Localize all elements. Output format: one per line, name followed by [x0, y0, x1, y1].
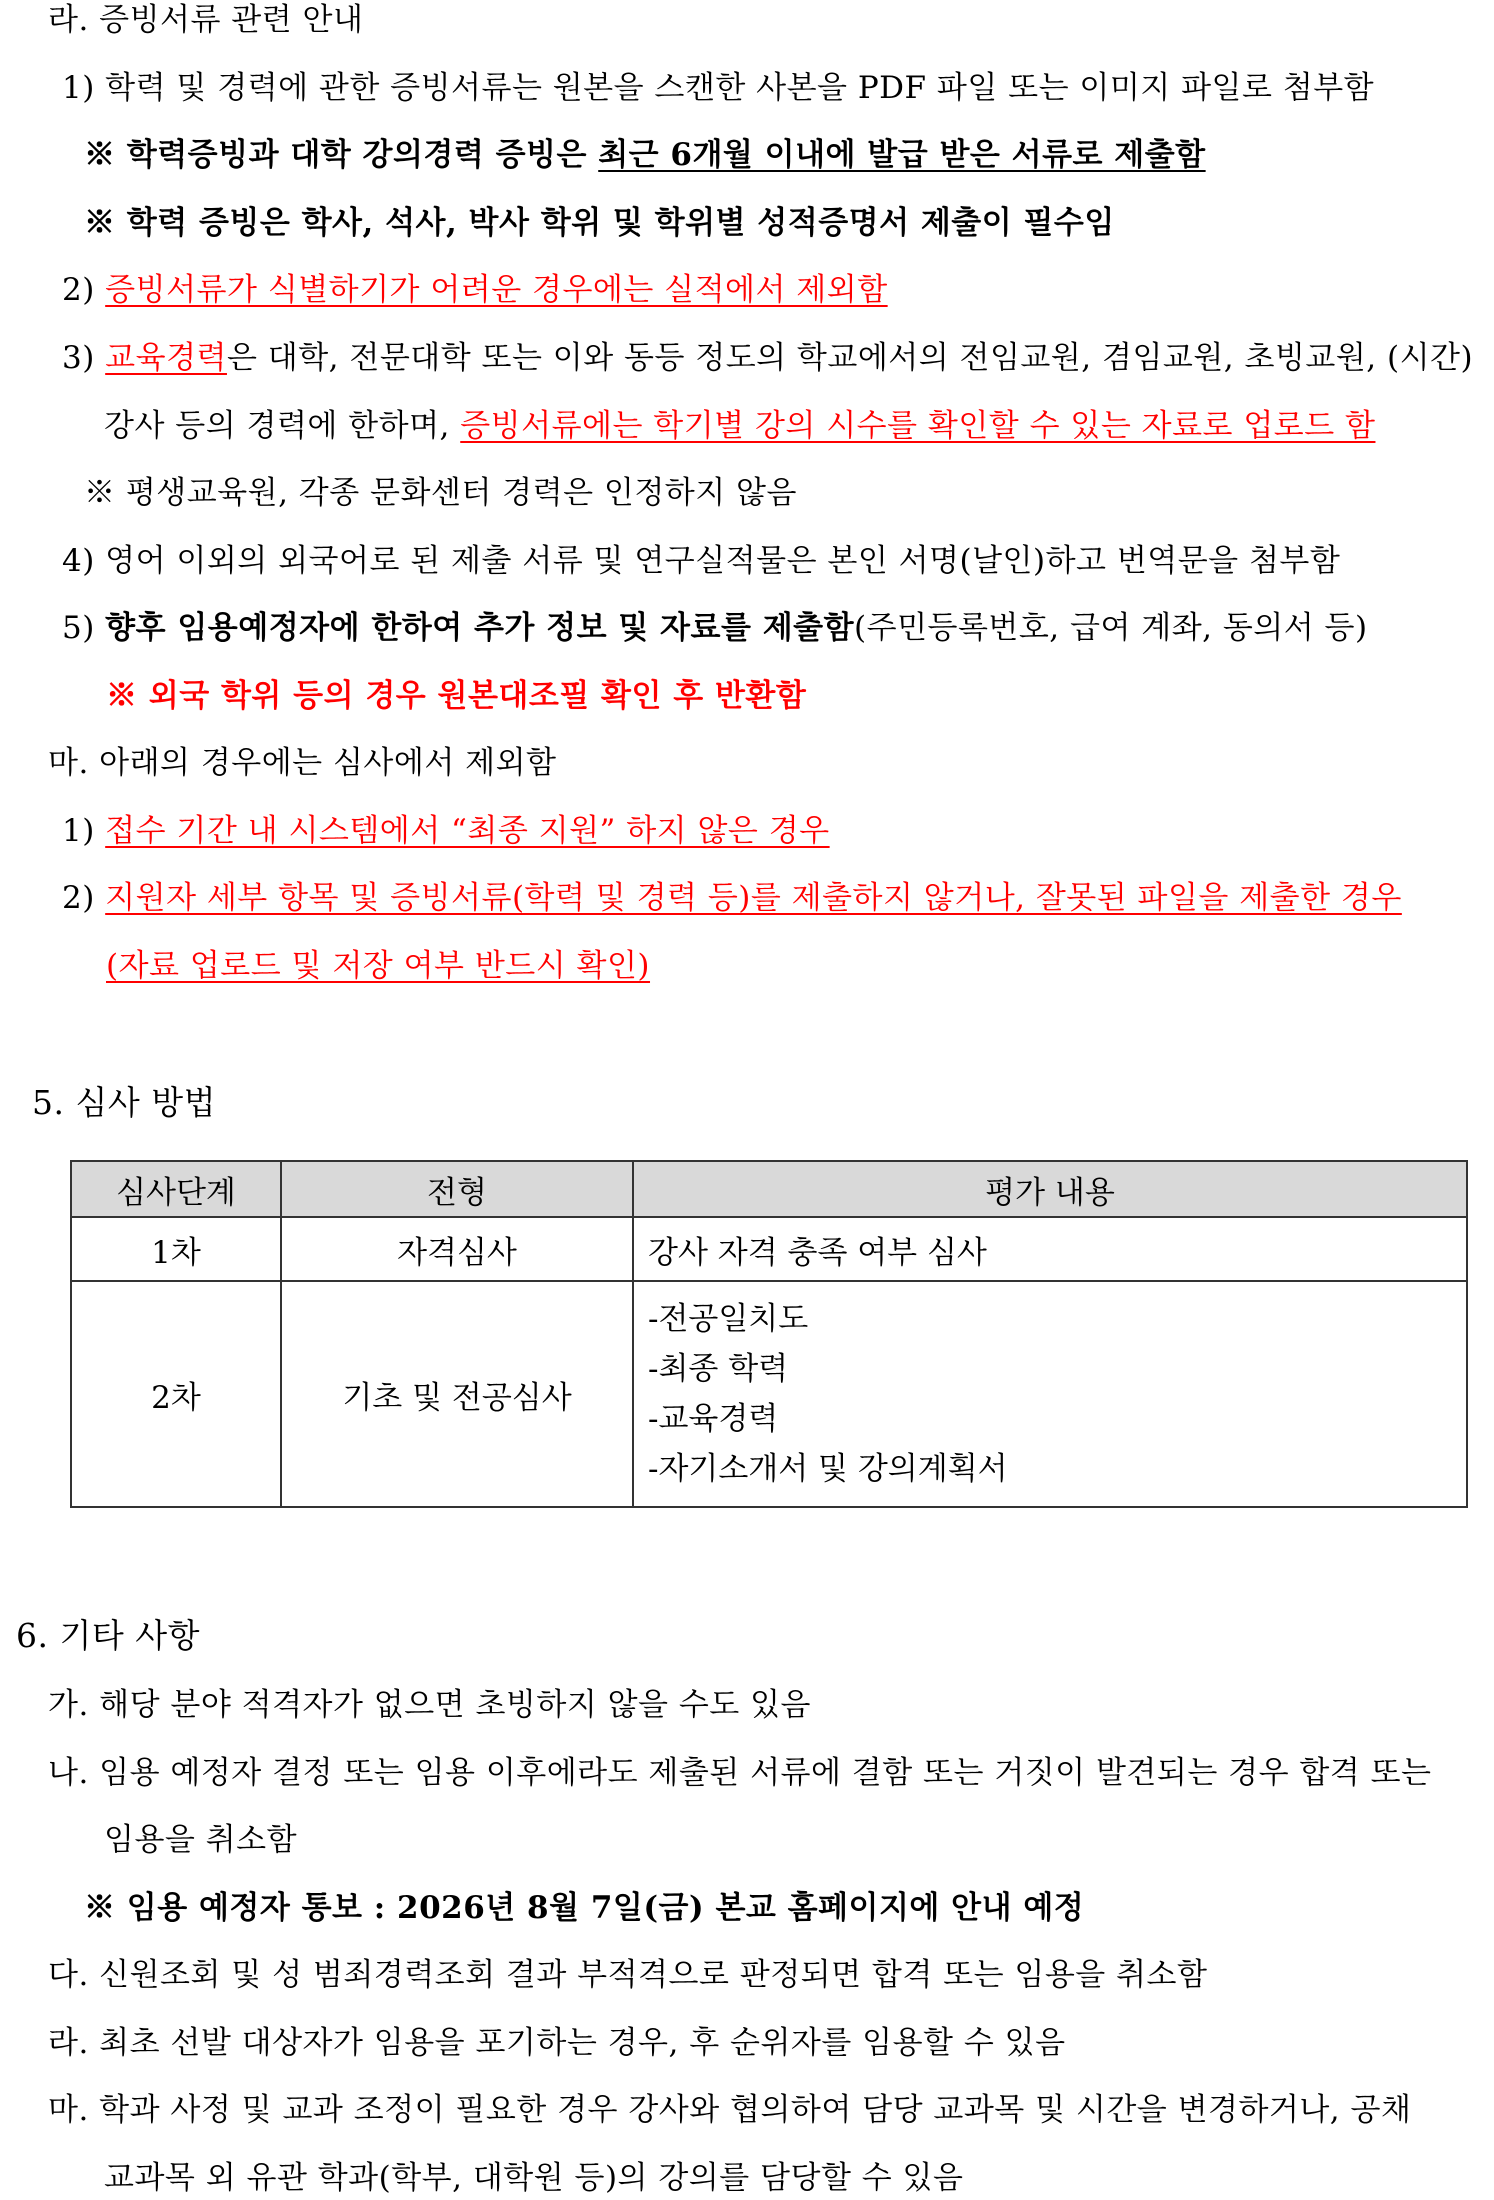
header-type: 전형 [281, 1161, 633, 1217]
sec6-item-ra: 라. 최초 선발 대상자가 임용을 포기하는 경우, 후 순위자를 임용할 수 있음 [48, 2025, 1066, 2061]
section-ma-title: 마. 아래의 경우에는 심사에서 제외함 [48, 745, 557, 781]
section-ra-title: 라. 증빙서류 관련 안내 [48, 2, 364, 38]
sec6-item-da: 다. 신원조회 및 성 범죄경력조회 결과 부적격으로 판정되면 합격 또는 임용을 취소함 [48, 1957, 1208, 1993]
ra-item-5-number: 5) [62, 610, 106, 646]
ra-item-3 [62, 336, 1473, 380]
section-5-title: 5. 심사 방법 [32, 1083, 216, 1122]
header-content: 평가 내용 [633, 1161, 1467, 1217]
ra-item-3-cont-prefix: 강사 등의 경력에 한하며, [104, 408, 461, 444]
ra-note-5: ※ 외국 학위 등의 경우 원본대조필 확인 후 반환함 [106, 678, 807, 714]
row2-item: -자기소개서 및 강의계획서 [648, 1451, 1008, 1487]
ra-item-5-rest: (주민등록번호, 급여 계좌, 동의서 등) [854, 610, 1368, 646]
ra-item-2-text: 증빙서류가 식별하기가 어려운 경우에는 실적에서 제외함 [105, 272, 888, 308]
section-6-title: 6. 기타 사항 [16, 1616, 200, 1655]
sec6-note: ※ 임용 예정자 통보 : 2026년 8월 7일(금) 본교 홈페이지에 안내 예정 [84, 1890, 1085, 1926]
table-header-row [71, 1161, 1467, 1217]
ma-item-1-number: 1) [62, 813, 106, 849]
sec6-item-ma: 마. 학과 사정 및 교과 조정이 필요한 경우 강사와 협의하여 담당 교과목 및 시간을 변경하거나, 공채 [48, 2092, 1412, 2128]
ma-item-1 [62, 809, 830, 853]
row2-item: -교육경력 [648, 1401, 779, 1437]
row2-item: -최종 학력 [648, 1351, 789, 1387]
ra-item-3-number: 3) [62, 340, 106, 376]
ra-item-5 [62, 606, 1368, 650]
sec6-item-na-continued: 임용을 취소함 [104, 1822, 298, 1858]
row2-item: -전공일치도 [648, 1301, 809, 1337]
ra-note-1-prefix: ※ 학력증빙과 대학 강의경력 증빙은 [84, 137, 599, 173]
ma-item-1-text: 접수 기간 내 시스템에서 “최종 지원” 하지 않은 경우 [105, 813, 830, 849]
sec6-item-ma-continued: 교과목 외 유관 학과(학부, 대학원 등)의 강의를 담당할 수 있음 [104, 2160, 964, 2196]
row2-type: 기초 및 전공심사 [281, 1281, 633, 1507]
ma-item-2-continued: (자료 업로드 및 저장 여부 반드시 확인) [106, 948, 651, 984]
ra-item-4: 4) 영어 이외의 외국어로 된 제출 서류 및 연구실적물은 본인 서명(날인)하고 번역문을 첨부함 [62, 543, 1341, 579]
ra-note-3: ※ 평생교육원, 각종 문화센터 경력은 인정하지 않음 [84, 475, 797, 511]
ra-note-2: ※ 학력 증빙은 학사, 석사, 박사 학위 및 학위별 성적증명서 제출이 필수임 [84, 205, 1115, 241]
ra-item-3-rest: 은 대학, 전문대학 또는 이와 동등 정도의 학교에서의 전임교원, 겸임교원, 초빙교원, (시간) [226, 340, 1474, 376]
ma-item-2-text: 지원자 세부 항목 및 증빙서류(학력 및 경력 등)를 제출하지 않거나, 잘못된 파일을 제출한 경우 [105, 880, 1402, 916]
ra-item-2 [62, 268, 888, 312]
ma-item-2-number: 2) [62, 880, 106, 916]
header-stage: 심사단계 [71, 1161, 281, 1217]
ra-item-5-bold: 향후 임용예정자에 한하여 추가 정보 및 자료를 제출함 [105, 610, 855, 646]
table-row [71, 1281, 1467, 1507]
review-method-table [70, 1160, 1468, 1508]
row2-content [633, 1281, 1467, 1507]
ma-item-2 [62, 876, 1402, 920]
ra-item-3-keyword: 교육경력 [105, 340, 227, 376]
ra-note-1-underlined: 최근 6개월 이내에 발급 받은 서류로 제출함 [598, 137, 1206, 173]
ra-item-3-continued [104, 404, 1375, 448]
row1-stage: 1차 [71, 1217, 281, 1281]
ra-item-1: 1) 학력 및 경력에 관한 증빙서류는 원본을 스캔한 사본을 PDF 파일 또는 이미지 파일로 첨부함 [62, 70, 1375, 106]
row2-stage: 2차 [71, 1281, 281, 1507]
sec6-item-ga: 가. 해당 분야 적격자가 없으면 초빙하지 않을 수도 있음 [48, 1687, 811, 1723]
sec6-item-na: 나. 임용 예정자 결정 또는 임용 이후에라도 제출된 서류에 결함 또는 거짓이 발견되는 경우 합격 또는 [48, 1755, 1432, 1791]
row1-type: 자격심사 [281, 1217, 633, 1281]
ra-note-1 [84, 133, 1206, 177]
table-row [71, 1217, 1467, 1281]
ra-item-3-cont-red: 증빙서류에는 학기별 강의 시수를 확인할 수 있는 자료로 업로드 함 [460, 408, 1376, 444]
row1-content: 강사 자격 충족 여부 심사 [633, 1217, 1467, 1281]
ra-item-2-number: 2) [62, 272, 106, 308]
